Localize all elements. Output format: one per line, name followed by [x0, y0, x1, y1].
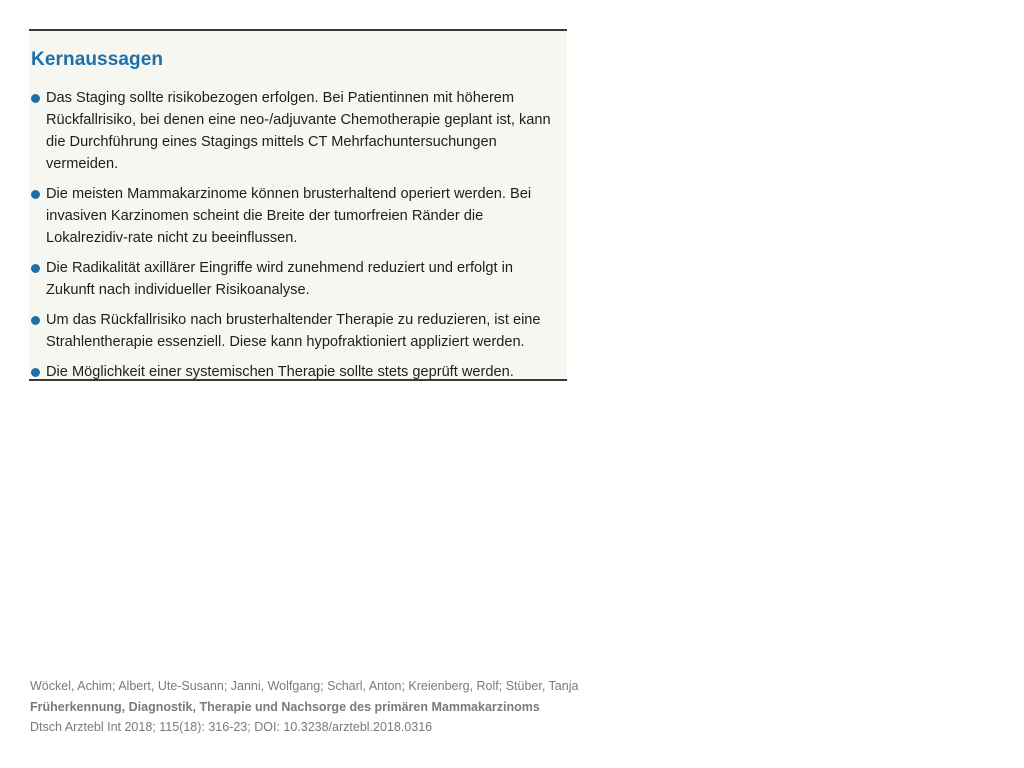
key-statements-list [29, 87, 565, 391]
citation-source: Dtsch Arztebl Int 2018; 115(18): 316-23; DOI: 10.3238/arztebl.2018.0316 [30, 720, 433, 734]
list-item-text: Die Radikalität axillärer Eingriffe wird zunehmend reduziert und erfolgt in Zukunft nach individueller Risikoanalyse. [46, 260, 513, 298]
list-item-text: Das Staging sollte risikobezogen erfolgen. Bei Patientinnen mit höherem Rückfallrisiko, bei denen eine neo-/adjuvante Chemotherapie geplant ist, kann die Durchführung eines Stagings mittels CT Mehrfachuntersuchungen vermeiden. [46, 90, 551, 172]
bullet-dot-icon [31, 94, 40, 103]
list-item [29, 309, 565, 353]
box-title: Kernaussagen [31, 49, 164, 70]
list-item [29, 361, 565, 383]
bullet-dot-icon [31, 264, 40, 273]
citation [30, 676, 578, 738]
bullet-dot-icon [31, 316, 40, 325]
key-statements-box [29, 29, 567, 381]
list-item [29, 257, 565, 301]
list-item-text: Die Möglichkeit einer systemischen Therapie sollte stets geprüft werden. [46, 364, 514, 380]
list-item-text: Die meisten Mammakarzinome können brusterhaltend operiert werden. Bei invasiven Karzinomen scheint die Breite der tumorfreien Ränder die Lokalrezidiv-rate nicht zu beeinflussen. [46, 186, 532, 246]
bullet-dot-icon [31, 190, 40, 199]
list-item [29, 87, 565, 175]
citation-title: Früherkennung, Diagnostik, Therapie und Nachsorge des primären Mammakarzinoms [30, 699, 540, 714]
citation-authors: Wöckel, Achim; Albert, Ute-Susann; Janni, Wolfgang; Scharl, Anton; Kreienberg, Rolf; Stüber, Tanja [30, 679, 579, 693]
list-item [29, 183, 565, 249]
bullet-dot-icon [31, 368, 40, 377]
list-item-text: Um das Rückfallrisiko nach brusterhaltender Therapie zu reduzieren, ist eine Strahlentherapie essenziell. Diese kann hypofraktioniert appliziert werden. [46, 312, 541, 350]
